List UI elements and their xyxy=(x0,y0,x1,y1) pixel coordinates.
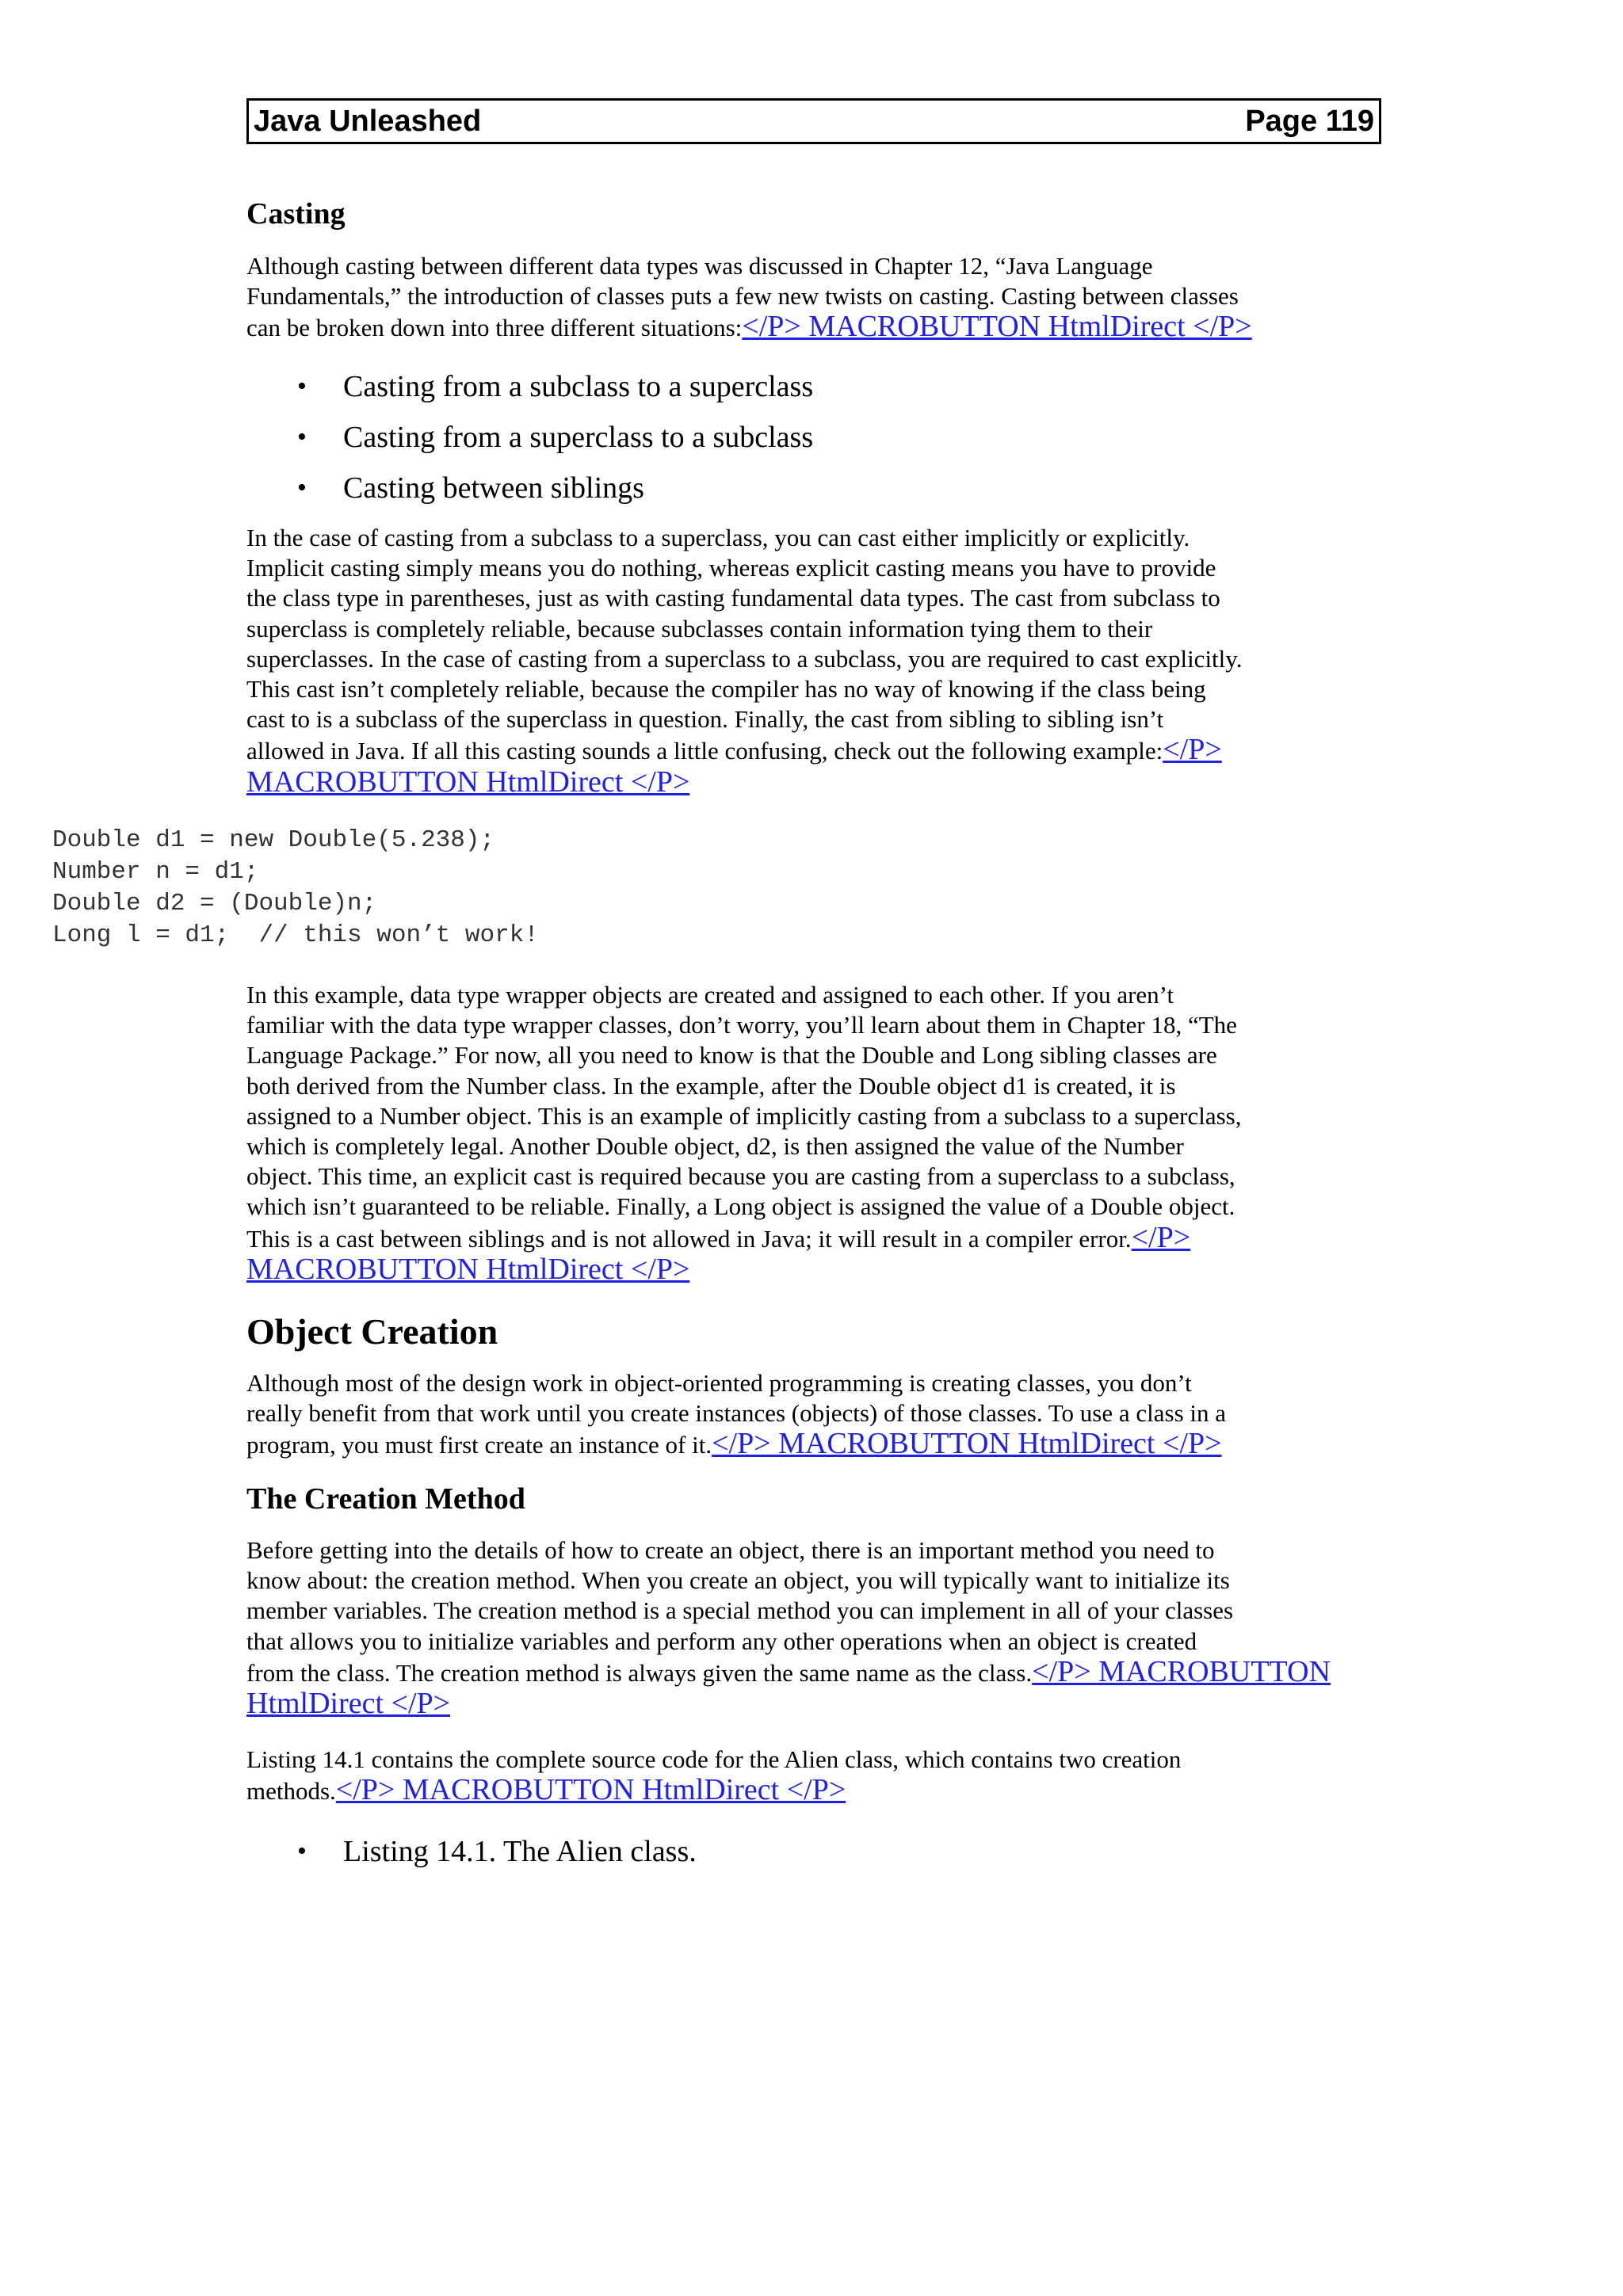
macrobutton-link[interactable]: </P> MACROBUTTON HtmlDirect </P> xyxy=(335,1773,846,1807)
macrobutton-link[interactable]: </P> MACROBUTTON HtmlDirect </P> xyxy=(246,1220,1191,1286)
casting-intro-text: Although casting between different data types was discussed in Chapter 12, “Java Language Fundamentals,” the introduction of classes puts a few new twists on casting. Casting between classes can be broken down into three different situations: xyxy=(246,252,1239,342)
creation-method-paragraph xyxy=(246,1535,1388,1720)
macrobutton-link[interactable]: </P> MACROBUTTON HtmlDirect </P> xyxy=(246,733,1222,799)
casting-explanation-text: In the case of casting from a subclass to a superclass, you can cast either implicitly or explicitly. Implicit casting simply means you do nothing, whereas explicit casting means you have to provide the class type in parentheses, just as with casting fundamental data types. The cast from subclass to superclass is completely reliable, because subclasses contain information tying them to their superclasses. In the case of casting from a superclass to a subclass, you are required to cast explicitly. This cast isn’t completely reliable, because the compiler has no way of knowing if the class being cast to is a subclass of the superclass in question. Finally, the cast from sibling to sibling isn’t allowed in Java. If all this casting sounds a little confusing, check out the following example: xyxy=(246,524,1243,765)
code-line: Long l = d1; // this won’t work! xyxy=(52,921,539,949)
creation-method-text: Before getting into the details of how to create an object, there is an important method you need to know about: the creation method. When you create an object, you will typically want to initialize its member variables. The creation method is a special method you can implement in all of your classes that allows you to initialize variables and perform any other operations when an object is created from the class. The creation method is always given the same name as the class. xyxy=(246,1536,1234,1687)
bullet-text: Listing 14.1. The Alien class. xyxy=(343,1835,697,1868)
listing-paragraph xyxy=(246,1745,1388,1806)
bullet-text: Casting between siblings xyxy=(343,471,644,505)
object-creation-paragraph xyxy=(246,1368,1388,1461)
bullet-icon: • xyxy=(297,473,307,502)
code-line: Number n = d1; xyxy=(52,858,259,886)
casting-explanation-paragraph xyxy=(246,523,1388,799)
object-creation-heading: Object Creation xyxy=(246,1311,498,1352)
bullet-text: Casting from a superclass to a subclass xyxy=(343,421,814,454)
casting-bullet-list xyxy=(297,361,813,513)
macrobutton-link[interactable]: </P> MACROBUTTON HtmlDirect </P> xyxy=(246,1654,1331,1721)
list-item xyxy=(297,463,813,513)
list-item xyxy=(297,1826,697,1877)
page-header xyxy=(246,98,1381,144)
code-line: Double d1 = new Double(5.238); xyxy=(52,826,495,854)
bullet-icon: • xyxy=(297,372,307,401)
list-item xyxy=(297,361,813,412)
object-creation-text: Although most of the design work in object-oriented programming is creating classes, you don’t really benefit from that work until you create instances (objects) of those classes. To use a class in a program, you must first create an instance of it. xyxy=(246,1369,1227,1459)
listing-bullet-list xyxy=(297,1826,697,1877)
book-title: Java Unleashed xyxy=(254,104,482,138)
listing-text: Listing 14.1 contains the complete source code for the Alien class, which contains two creation methods. xyxy=(246,1745,1182,1806)
example-explanation-paragraph xyxy=(246,980,1388,1286)
code-line: Double d2 = (Double)n; xyxy=(52,890,377,917)
casting-intro-paragraph xyxy=(246,251,1388,344)
bullet-text: Casting from a subclass to a superclass xyxy=(343,370,814,403)
list-item xyxy=(297,412,813,463)
creation-method-heading: The Creation Method xyxy=(246,1482,525,1516)
code-block xyxy=(52,825,539,952)
bullet-icon: • xyxy=(297,422,307,452)
bullet-icon: • xyxy=(297,1836,307,1866)
example-explanation-text: In this example, data type wrapper objects are created and assigned to each other. If you aren’t familiar with the data type wrapper classes, don’t worry, you’ll learn about them in Chapter 18, “The Language Package.” For now, all you need to know is that the Double and Long sibling classes are both derived from the Number class. In the example, after the Double object d1 is created, it is assigned to a Number object. This is an example of implicitly casting from a subclass to a superclass, which is completely legal. Another Double object, d2, is then assigned the value of the Number object. This time, an explicit cast is required because you are casting from a superclass to a subclass, which isn’t guaranteed to be reliable. Finally, a Long object is assigned the value of a Double object. This is a cast between siblings and is not allowed in Java; it will result in a compiler error. xyxy=(246,981,1242,1253)
casting-heading: Casting xyxy=(246,197,346,231)
macrobutton-link[interactable]: </P> MACROBUTTON HtmlDirect </P> xyxy=(742,310,1252,344)
page-number: Page 119 xyxy=(1245,104,1374,138)
macrobutton-link[interactable]: </P> MACROBUTTON HtmlDirect </P> xyxy=(712,1427,1222,1461)
